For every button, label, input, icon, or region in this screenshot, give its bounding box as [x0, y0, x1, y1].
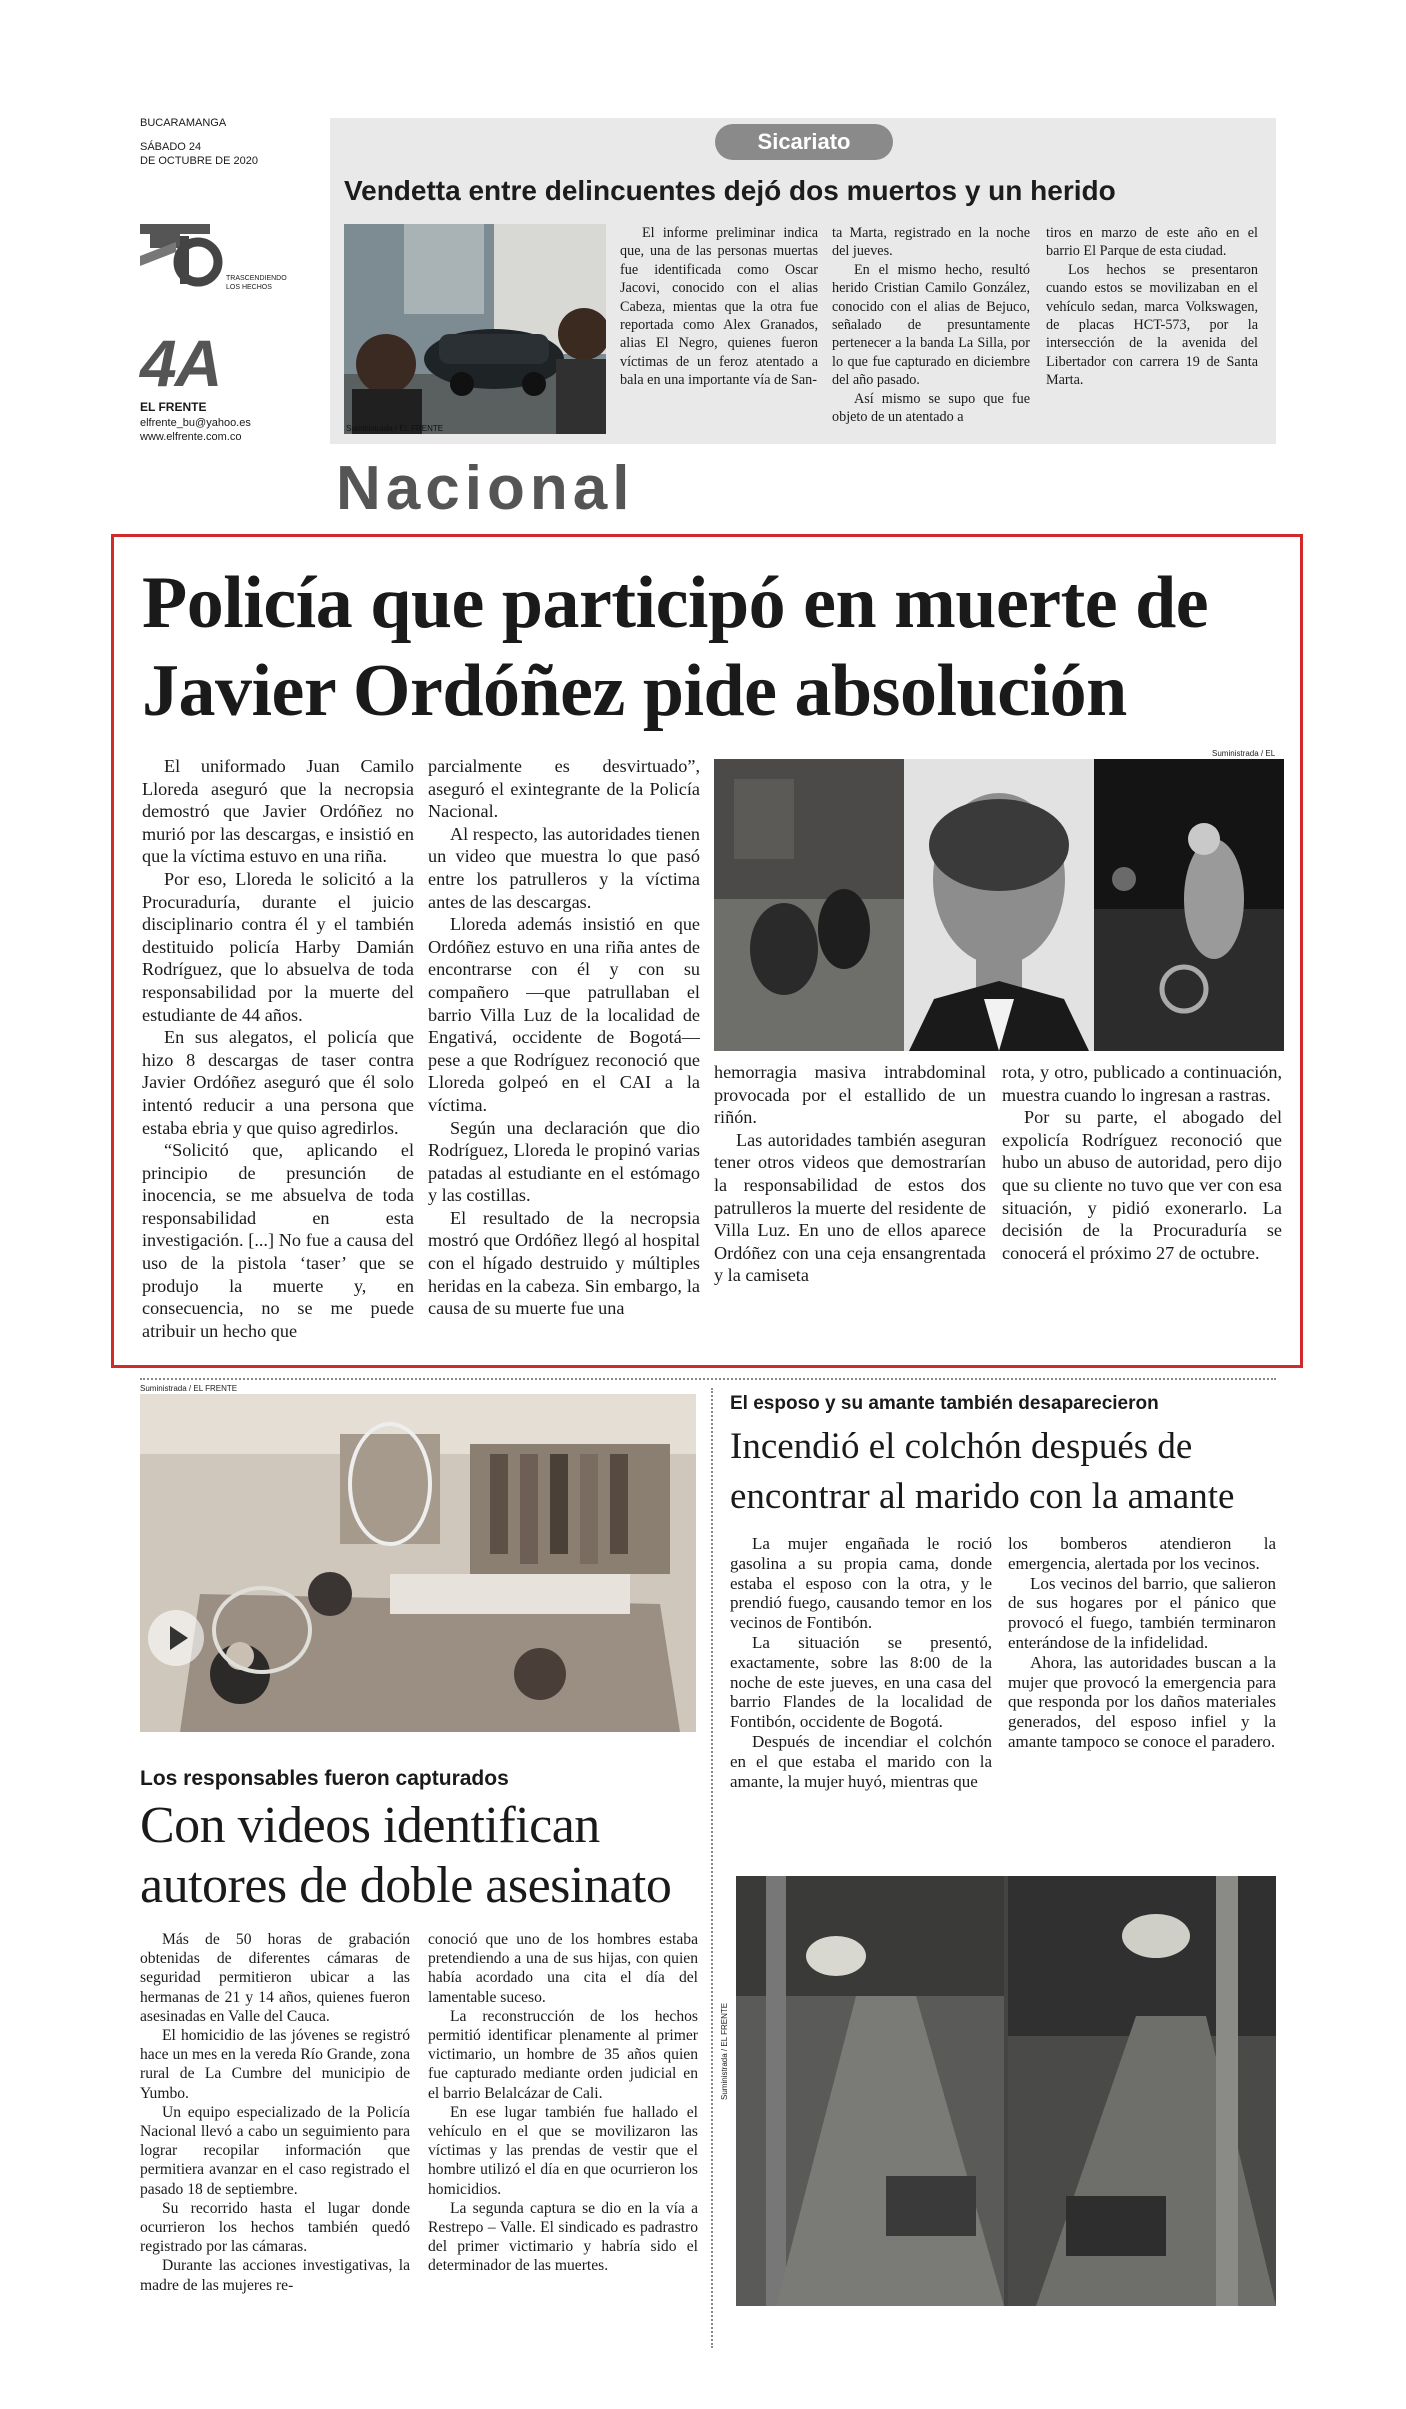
right-headline-line-1: Incendió el colchón después de [730, 1426, 1193, 1467]
top-photo-credit: Suministrada / EL FRENTE [346, 424, 444, 433]
page-number: 4A [140, 326, 221, 400]
paragraph: Lloreda además insistió en que Ordóñez estuvo en una riña antes de encontrarse con él y con su compañero —que patrullaban el barrio Villa Luz de la localidad de Engativá, occidente de Bogotá— pese a que Rodríguez reconoció que Lloreda golpeó en el CAI a la víctima. [428, 914, 700, 1115]
topic-badge: Sicariato [715, 124, 893, 160]
paragraph: Según una declaración que dio Rodríguez, Lloreda le propinó varias patadas al estudiante en el estómago y las costillas. [428, 1117, 700, 1206]
top-story-box [330, 118, 1276, 444]
paragraph: El informe preliminar indica que, una de las personas muertas fue identificada como Oscar Jacovi, conocido con el alias Cabeza, mientas que la otra fue reportada como Alex Granados, alias El Negro, quienes fueron víctimas de un feroz atentado a bala en una importante vía de San- [620, 225, 818, 389]
main-col-1 [142, 755, 414, 1342]
date-line-1: SÁBADO 24 [140, 141, 202, 153]
paragraph: Las autoridades también aseguran tener otros videos que demostrarían la responsabilidad de estos dos patrulleros la muerte del residente de Villa Luz. En uno de ellos aparece Ordóñez con una ceja ensangrentada y la camiseta [714, 1129, 986, 1286]
date-line-2: DE OCTUBRE DE 2020 [140, 155, 258, 167]
right-col-2 [1008, 1534, 1276, 1752]
paragraph: hemorragia masiva intrabdominal provocada por el estallido de un riñón. [714, 1062, 986, 1128]
paragraph: los bomberos atendieron la emergencia, alertada por los vecinos. [1008, 1534, 1276, 1573]
right-headline-line-2: encontrar al marido con la amante [730, 1476, 1235, 1517]
contact-email: elfrente_bu@yahoo.es [140, 417, 251, 429]
paragraph: Un equipo especializado de la Policía Nacional llevó a cabo un seguimiento para lograr recopilar información que permitiera avanzar en el caso registrado el pasado 18 de septiembre. [140, 2103, 410, 2198]
paragraph: El resultado de la necropsia mostró que Ordóñez llegó al hospital con el hígado destruido y múltiples heridas en la cabeza. Sin embargo, la causa de su muerte fue una [428, 1207, 700, 1319]
left-col-2 [428, 1930, 698, 2276]
main-col-3 [714, 1061, 986, 1287]
main-col-4 [1002, 1061, 1282, 1264]
top-story-headline: Vendetta entre delincuentes dejó dos muertos y un herido [344, 175, 1116, 206]
right-story-photo [736, 1876, 1276, 2306]
left-headline-line-2: autores de doble asesinato [140, 1857, 672, 1914]
left-story-photo [140, 1394, 696, 1732]
top-story-col-3 [1046, 224, 1258, 390]
paragraph: Al respecto, las autoridades tienen un video que muestra lo que pasó entre los patrulleros y la víctima antes de las descargas. [428, 823, 700, 912]
paragraph: La mujer engañada le roció gasolina a su propia cama, donde estaba el esposo con la otra, y le prendió fuego, causando temor en los vecinos de Fontibón. [730, 1534, 992, 1633]
main-photo-collage [714, 759, 1284, 1051]
top-story-col-1 [620, 224, 818, 390]
top-story-photo [344, 224, 606, 434]
main-story-box [111, 534, 1303, 1368]
paragraph: Por eso, Lloreda le solicitó a la Procuraduría, durante el juicio disciplinario contra él y el también destituido policía Harby Damián Rodríguez, que lo absuelva de toda responsabilidad por la muerte del estudiante de 44 años. [142, 868, 414, 1025]
paragraph: Así mismo se supo que fue objeto de un atentado a [832, 390, 1030, 426]
logo-tagline-1: TRASCENDIENDO [226, 275, 287, 282]
paragraph: ta Marta, registrado en la noche del jueves. [832, 225, 1030, 260]
left-story-kicker: Los responsables fueron capturados [140, 1767, 509, 1790]
right-photo-credit: Suministrada / EL FRENTE [720, 2002, 729, 2100]
left-col-1 [140, 1930, 410, 2295]
main-headline [142, 559, 1282, 735]
logo-tagline-2: LOS HECHOS [226, 284, 272, 291]
left-story-headline [140, 1796, 700, 1916]
right-story-headline [730, 1422, 1290, 1522]
paragraph: Su recorrido hasta el lugar donde ocurrieron los hechos también quedó registrado por las cámaras. [140, 2199, 410, 2256]
right-col-1 [730, 1534, 992, 1791]
paragraph: En sus alegatos, el policía que hizo 8 descargas de taser contra Javier Ordóñez aseguró que él solo intentó reducir a una persona que estaba ebria y que quiso agredirlos. [142, 1027, 414, 1138]
paragraph: “Solicitó que, aplicando el principio de presunción de inocencia, se me absuelva de toda responsabilidad en esta investigación. [...] No fue a causa del uso de la pistola ‘taser’ que se produjo la muerte y, en consecuencia, no se me puede atribuir un hecho que [142, 1140, 414, 1341]
paragraph: Por su parte, el abogado del expolicía Rodríguez reconoció que hubo un abuso de autoridad, pero dijo que su cliente no tuvo que ver con esa situación, y pidió exonerarlo. La decisión de la Procuraduría se conocerá el próximo 27 de octubre. [1002, 1107, 1282, 1263]
main-headline-line-2: Javier Ordóñez pide absolución [142, 650, 1127, 732]
section-title: Nacional [336, 454, 635, 523]
masthead-dateline [140, 116, 340, 168]
paragraph: En el mismo hecho, resultó herido Cristian Camilo González, conocido con el alias de Bejuco, señalado de presuntamente pertenecer a la banda La Silla, por lo que fue capturado en diciembre del año pasado. [832, 261, 1030, 389]
left-headline-line-1: Con videos identifican [140, 1797, 600, 1854]
paragraph: Después de incendiar el colchón en el que estaba el marido con la amante, la mujer huyó, mientras que [730, 1731, 992, 1791]
paragraph: conoció que uno de los hombres estaba pretendiendo a una de sus hijas, con quien había acordado una cita el día del lamentable suceso. [428, 1931, 698, 2006]
paragraph: La situación se presentó, exactamente, sobre las 8:00 de la noche de este jueves, en una casa del barrio Flandes de la localidad de Fontibón, occidente de Bogotá. [730, 1632, 992, 1732]
paragraph: tiros en marzo de este año en el barrio El Parque de esta ciudad. [1046, 225, 1258, 260]
paragraph: En ese lugar también fue hallado el vehículo en el que se movilizaron las víctimas y las prendas de vestir que el hombre utilizó el día en que ocurrieron los homicidios. [428, 2103, 698, 2198]
column-divider [711, 1388, 713, 2348]
paragraph: rota, y otro, publicado a continuación, muestra cuando lo ingresan a rastras. [1002, 1062, 1282, 1105]
paragraph: Durante las acciones investigativas, la madre de las mujeres re- [140, 2257, 410, 2294]
city-label: BUCARAMANGA [140, 117, 227, 129]
main-col-2 [428, 755, 700, 1320]
top-story-col-2 [832, 224, 1030, 426]
right-story-kicker: El esposo y su amante también desaparecieron [730, 1393, 1159, 1414]
contact-website: www.elfrente.com.co [140, 431, 242, 443]
left-photo-credit: Suministrada / EL FRENTE [140, 1384, 238, 1393]
section-divider [140, 1378, 1276, 1380]
paragraph: El homicidio de las jóvenes se registró hace un mes en la vereda Río Grande, zona rural de La Cumbre del municipio de Yumbo. [140, 2027, 410, 2102]
paragraph: El uniformado Juan Camilo Lloreda aseguró que la necropsia demostró que Javier Ordóñez no murió por las descargas, e insistió en que la víctima estuvo en una riña. [142, 756, 414, 867]
paragraph: Los vecinos del barrio, que salieron de sus hogares por el pánico que provocó el fuego, también terminaron enterándose de la infidelidad. [1008, 1573, 1276, 1652]
paragraph: parcialmente es desvirtuado”, aseguró el exintegrante de la Policía Nacional. [428, 756, 700, 822]
paragraph: La segunda captura se dio en la vía a Restrepo – Valle. El sindicado es padrastro del primer victimario y habría sido el determinador de las muertes. [428, 2199, 698, 2275]
paragraph: Los hechos se presentaron cuando estos se movilizaban en el vehículo sedan, marca Volkswagen, de placas HCT-573, por la intersección de la avenida del Libertador con carrera 19 de Santa Marta. [1046, 261, 1258, 389]
paragraph: La reconstrucción de los hechos permitió identificar plenamente al primer victimario, un hombre de 35 años quien fue capturado mediante orden judicial en el barrio Belalcázar de Cali. [428, 2007, 698, 2102]
paragraph: Más de 50 horas de grabación obtenidas de diferentes cámaras de seguridad permitieron ubicar a las hermanas de 21 y 14 años, quienes fueron asesinadas en Valle del Cauca. [140, 1931, 410, 2025]
main-photo-credit: Suministrada / EL [1212, 749, 1275, 758]
el-frente-logo [140, 222, 300, 300]
brand-name: EL FRENTE [140, 400, 207, 414]
main-headline-line-1: Policía que participó en muerte de [142, 562, 1209, 644]
paragraph: Ahora, las autoridades buscan a la mujer que provocó la emergencia para que responda por los daños materiales generados, del esposo infiel y la amante tampoco se conoce el paradero. [1008, 1652, 1276, 1751]
